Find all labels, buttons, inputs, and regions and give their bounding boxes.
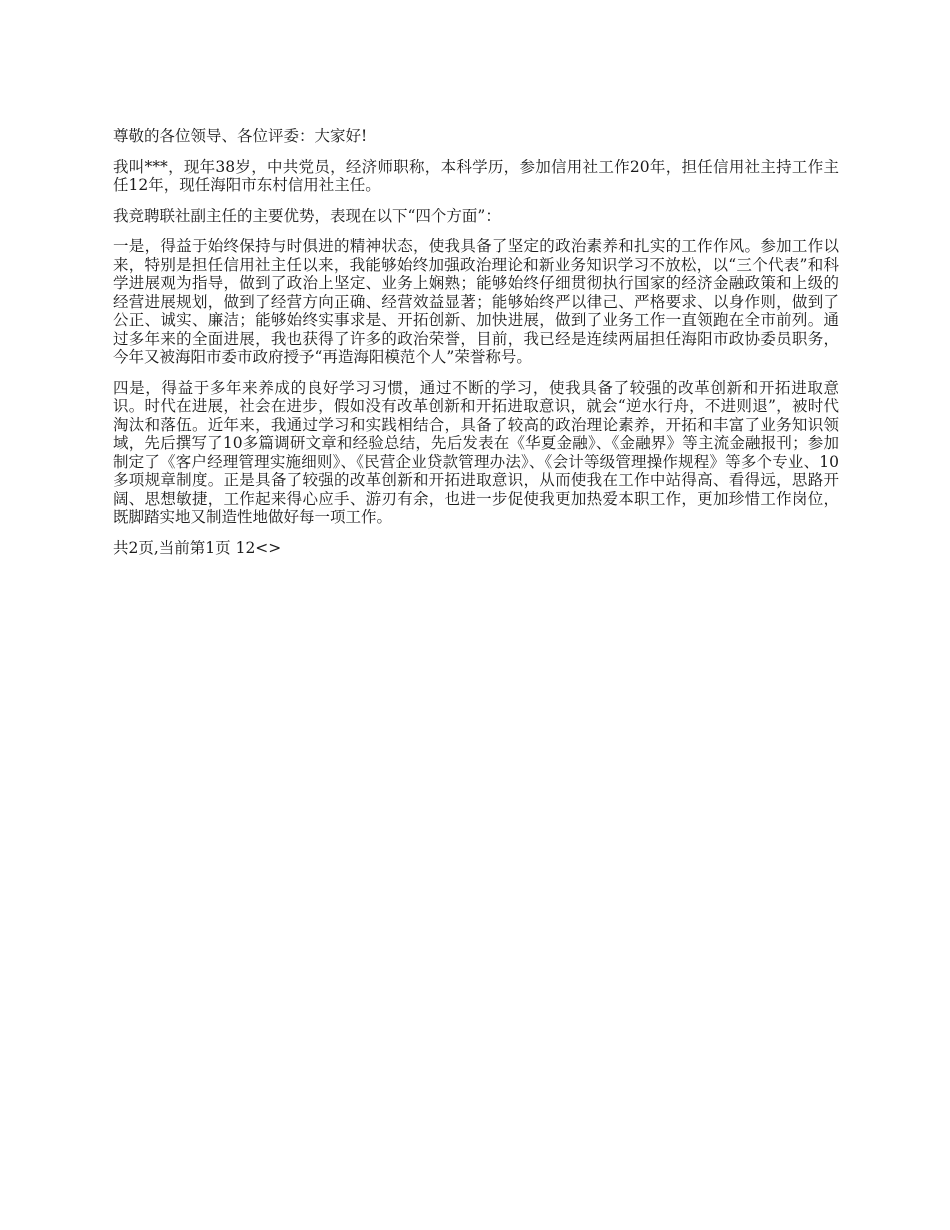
pagination-text: 共2页,当前第1页 12<> xyxy=(113,538,282,557)
self-introduction-paragraph: 我叫***，现年38岁，中共党员，经济师职称，本科学历，参加信用社工作20年，担任信用社主持工作主任12年，现任海阳市东村信用社主任。 xyxy=(113,157,839,194)
advantages-intro-paragraph: 我竞聘联社副主任的主要优势，表现在以下“四个方面”： xyxy=(113,206,501,225)
greeting-paragraph: 尊敬的各位领导、各位评委：大家好! xyxy=(113,127,368,145)
advantage-one-paragraph: 一是，得益于始终保持与时俱进的精神状态，使我具备了坚定的政治素养和扎实的工作作风。参加工作以来，特别是担任信用社主任以来，我能够始终加强政治理论和新业务知识学习不放松，以“三个代表”和科学进展观为指导，做到了政治上坚定、业务上娴熟；能够始终仔细贯彻执行国家的经济金融政策和上级的经营进展规划，做到了经营方向正确、经营效益显著；能够始终严以律己、严格要求、以身作则，做到了公正、诚实、廉洁；能够始终实事求是、开拓创新、加快进展，做到了业务工作一直领跑在全市前列。通过多年来的全面进展，我也获得了许多的政治荣誉，目前，我已经是连续两届担任海阳市政协委员职务，今年又被海阳市委市政府授予“再造海阳模范个人”荣誉称号。 xyxy=(113,237,839,366)
advantage-four-paragraph: 四是，得益于多年来养成的良好学习习惯，通过不断的学习，使我具备了较强的改革创新和开拓进取意识。时代在进展，社会在进步，假如没有改革创新和开拓进取意识，就会“逆水行舟，不进则退”，被时代淘汰和落伍。近年来，我通过学习和实践相结合，具备了较高的政治理论素养，开拓和丰富了业务知识领域，先后撰写了10多篇调研文章和经验总结，先后发表在《华夏金融》、《金融界》等主流金融报刊；参加制定了《客户经理管理实施细则》、《民营企业贷款管理办法》、《会计等级管理操作规程》等多个专业、10多项规章制度。正是具备了较强的改革创新和开拓进取意识，从而使我在工作中站得高、看得远，思路开阔、思想敏捷，工作起来得心应手、游刃有余，也进一步促使我更加热爱本职工作，更加珍惜工作岗位，既脚踏实地又制造性地做好每一项工作。 xyxy=(113,378,839,526)
document-body xyxy=(113,127,839,557)
